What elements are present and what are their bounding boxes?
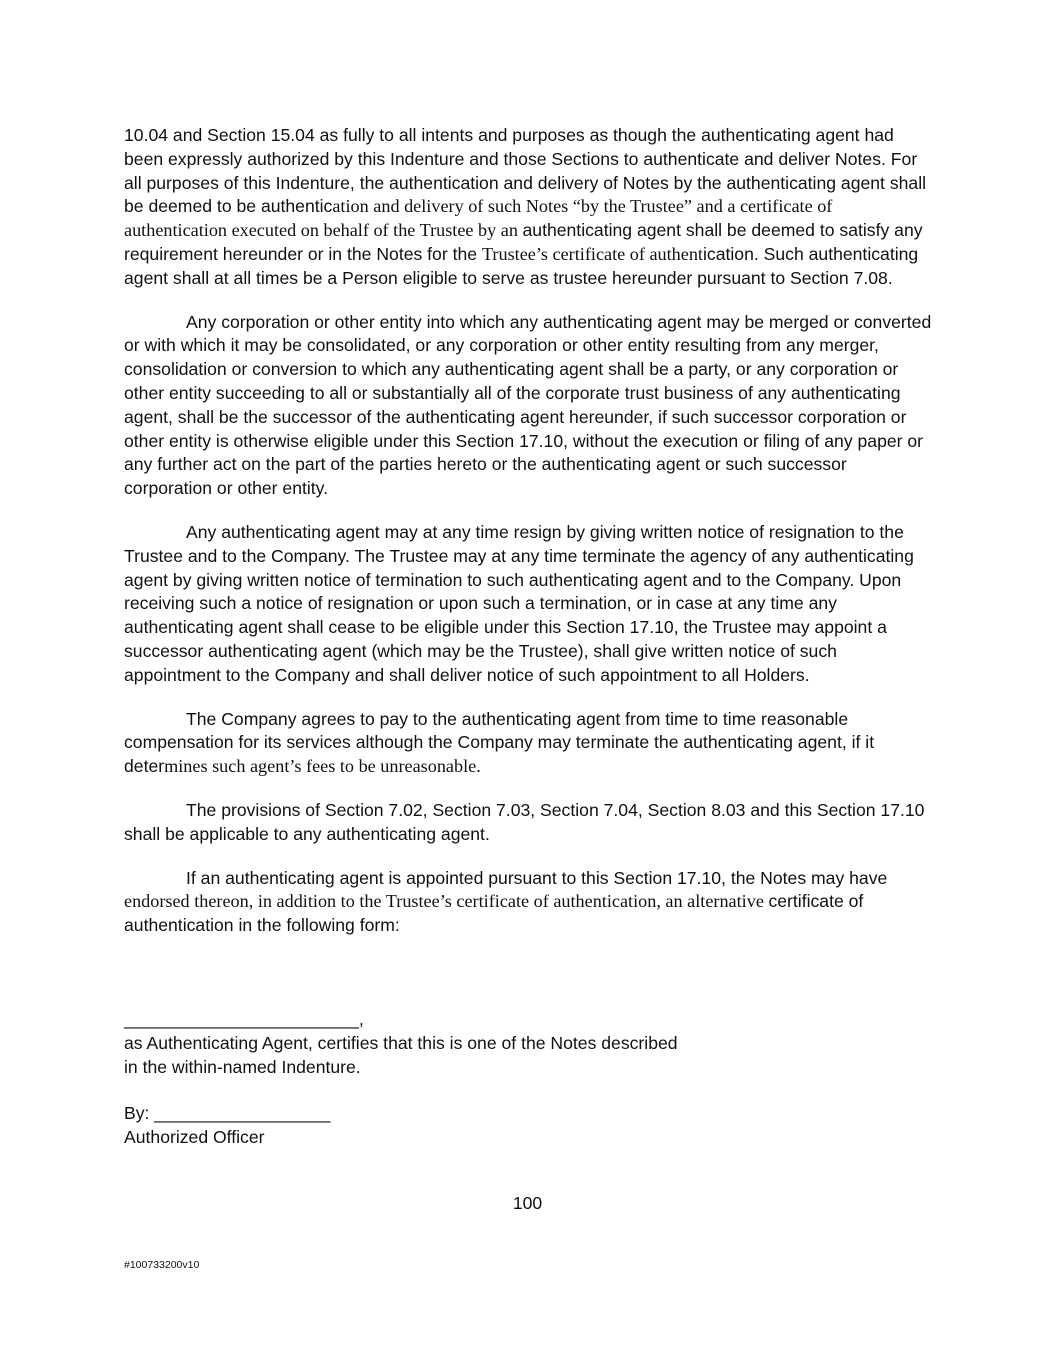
paragraph <box>124 311 934 501</box>
signature-by-line: By: __________________ <box>124 1103 331 1123</box>
paragraph-text: Trustee’s certificate of authent <box>481 243 703 264</box>
paragraph <box>124 521 934 688</box>
authorized-officer-label: Authorized Officer <box>124 1126 265 1147</box>
paragraph-text: Any authenticating agent may at any time resign by giving written notice of resignation to the Trustee and to the Company. The Trustee may at any time terminate the agency of any authenticating agent by giving written notice of termination to such authenticating agent and to the Company. Upon receiving such a notice of resignation or upon such a termination, or in case at any time any authenticating agent shall cease to be eligible under this Section 17.10, the Trustee may appoint a successor authenticating agent (which may be the Trustee), shall give written notice of such appointment to the Company and shall deliver notice of such appointment to all Holders. <box>124 521 914 685</box>
authentication-certificate-form <box>124 1008 824 1079</box>
document-body <box>124 124 934 958</box>
document-id: #100733200v10 <box>124 1259 200 1271</box>
page-number: 100 <box>512 1193 543 1213</box>
agent-name-blank: ________________________, <box>124 1009 364 1029</box>
paragraph <box>124 708 934 779</box>
paragraph-text: The Company agrees to pay to the authenticating agent from time to time reasonable compensation for its services although the Company may terminate the authenticating agent, if it deter <box>124 708 875 777</box>
paragraph-text: authenticating agent shall be deemed to satisfy any requirement hereunder or in the Notes for the <box>124 220 923 264</box>
paragraph-text: ication. Such authenticating agent shall at all times be a Person eligible to serve as trustee hereunder pursuant to Section 7.08. <box>124 243 919 288</box>
paragraph <box>124 867 934 938</box>
paragraph-text: 10.04 and Section 15.04 as fully to all intents and purposes as though the authenticating agent had been expressly authorized by this Indenture and those Sections to authenticate and deliver Notes. For all purposes of this Indenture, the authentication and delivery of Notes by the authenticating agent shall be deemed to be authentic <box>124 125 927 217</box>
paragraph-text: The provisions of Section 7.02, Section 7.03, Section 7.04, Section 8.03 and this Section 17.10 shall be applicable to any authenticating agent. <box>124 799 925 844</box>
certification-line-2: in the within-named Indenture. <box>124 1056 361 1077</box>
paragraph-text: If an authenticating agent is appointed pursuant to this Section 17.10, the Notes may have <box>186 867 888 888</box>
paragraph-text: Any corporation or other entity into which any authenticating agent may be merged or converted or with which it may be consolidated, or any corporation or other entity resulting from any merger, consolidation or conversion to which any authenticating agent shall be a party, or any corporation or other entity succeeding to all or substantially all of the corporate trust business of any authenticating agent, shall be the successor of the authenticating agent hereunder, if such successor corporation or other entity is otherwise eligible under this Section 17.10, without the execution or filing of any paper or any further act on the part of the parties hereto or the authenticating agent or such successor corporation or other entity. <box>124 311 932 499</box>
paragraph <box>124 124 934 291</box>
paragraph-text: certificate of authentication in the following form: <box>124 891 864 936</box>
certification-line-1: as Authenticating Agent, certifies that this is one of the Notes described <box>124 1032 678 1053</box>
signature-block <box>124 1102 330 1150</box>
paragraph-text: ation and delivery of such Notes “by the Trustee” and a certificate of authentication executed on behalf of the Trustee by an <box>124 196 833 241</box>
paragraph-text: endorsed thereon, in addition to the Trustee’s certificate of authentication, an alternative <box>124 891 769 912</box>
paragraph <box>124 799 934 847</box>
paragraph-text: mines such agent’s fees to be unreasonable. <box>164 756 481 777</box>
